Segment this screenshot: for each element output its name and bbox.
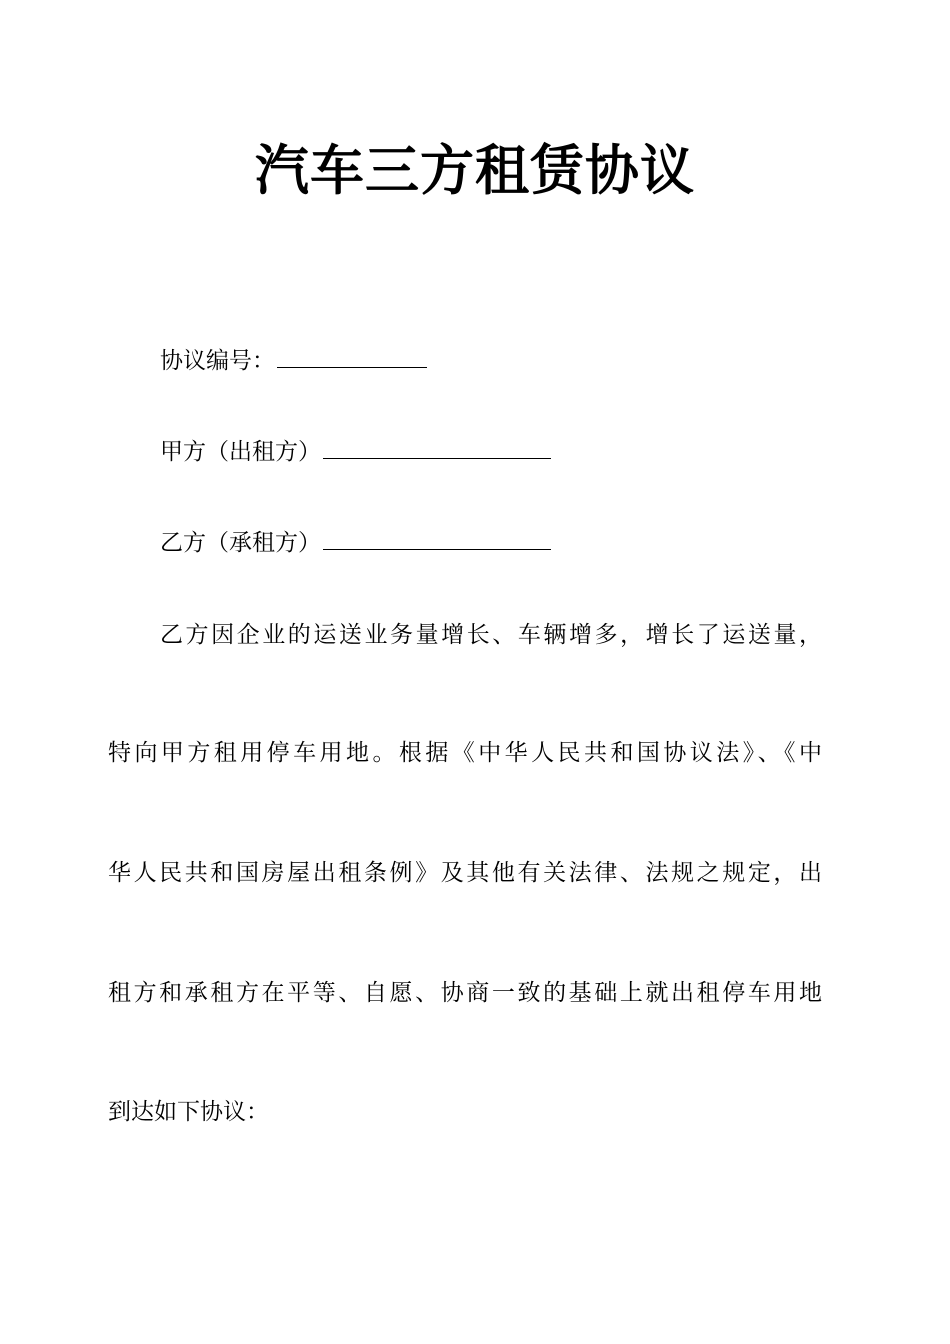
paragraph-line-4: 租方和承租方在平等、自愿、协商一致的基础上就出租停车用地 — [108, 980, 822, 1006]
party-b-label: 乙方（承租方） — [160, 530, 321, 556]
document-title: 汽车三方租赁协议 — [255, 139, 695, 202]
party-b-field — [160, 528, 551, 558]
party-b-blank — [323, 531, 551, 550]
party-a-field — [160, 437, 551, 467]
agreement-number-label: 协议编号： — [160, 348, 275, 374]
paragraph-line-3: 华人民共和国房屋出租条例》及其他有关法律、法规之规定，出 — [108, 860, 822, 886]
agreement-number-field — [160, 346, 427, 376]
paragraph-line-5: 到达如下协议： — [108, 1099, 269, 1125]
paragraph-line-2: 特向甲方租用停车用地。根据《中华人民共和国协议法》、《中 — [108, 740, 822, 766]
party-a-blank — [323, 440, 551, 459]
agreement-number-blank — [277, 349, 427, 368]
party-a-label: 甲方（出租方） — [160, 439, 321, 465]
paragraph-line-1: 乙方因企业的运送业务量增长、车辆增多，增长了运送量， — [160, 622, 822, 648]
